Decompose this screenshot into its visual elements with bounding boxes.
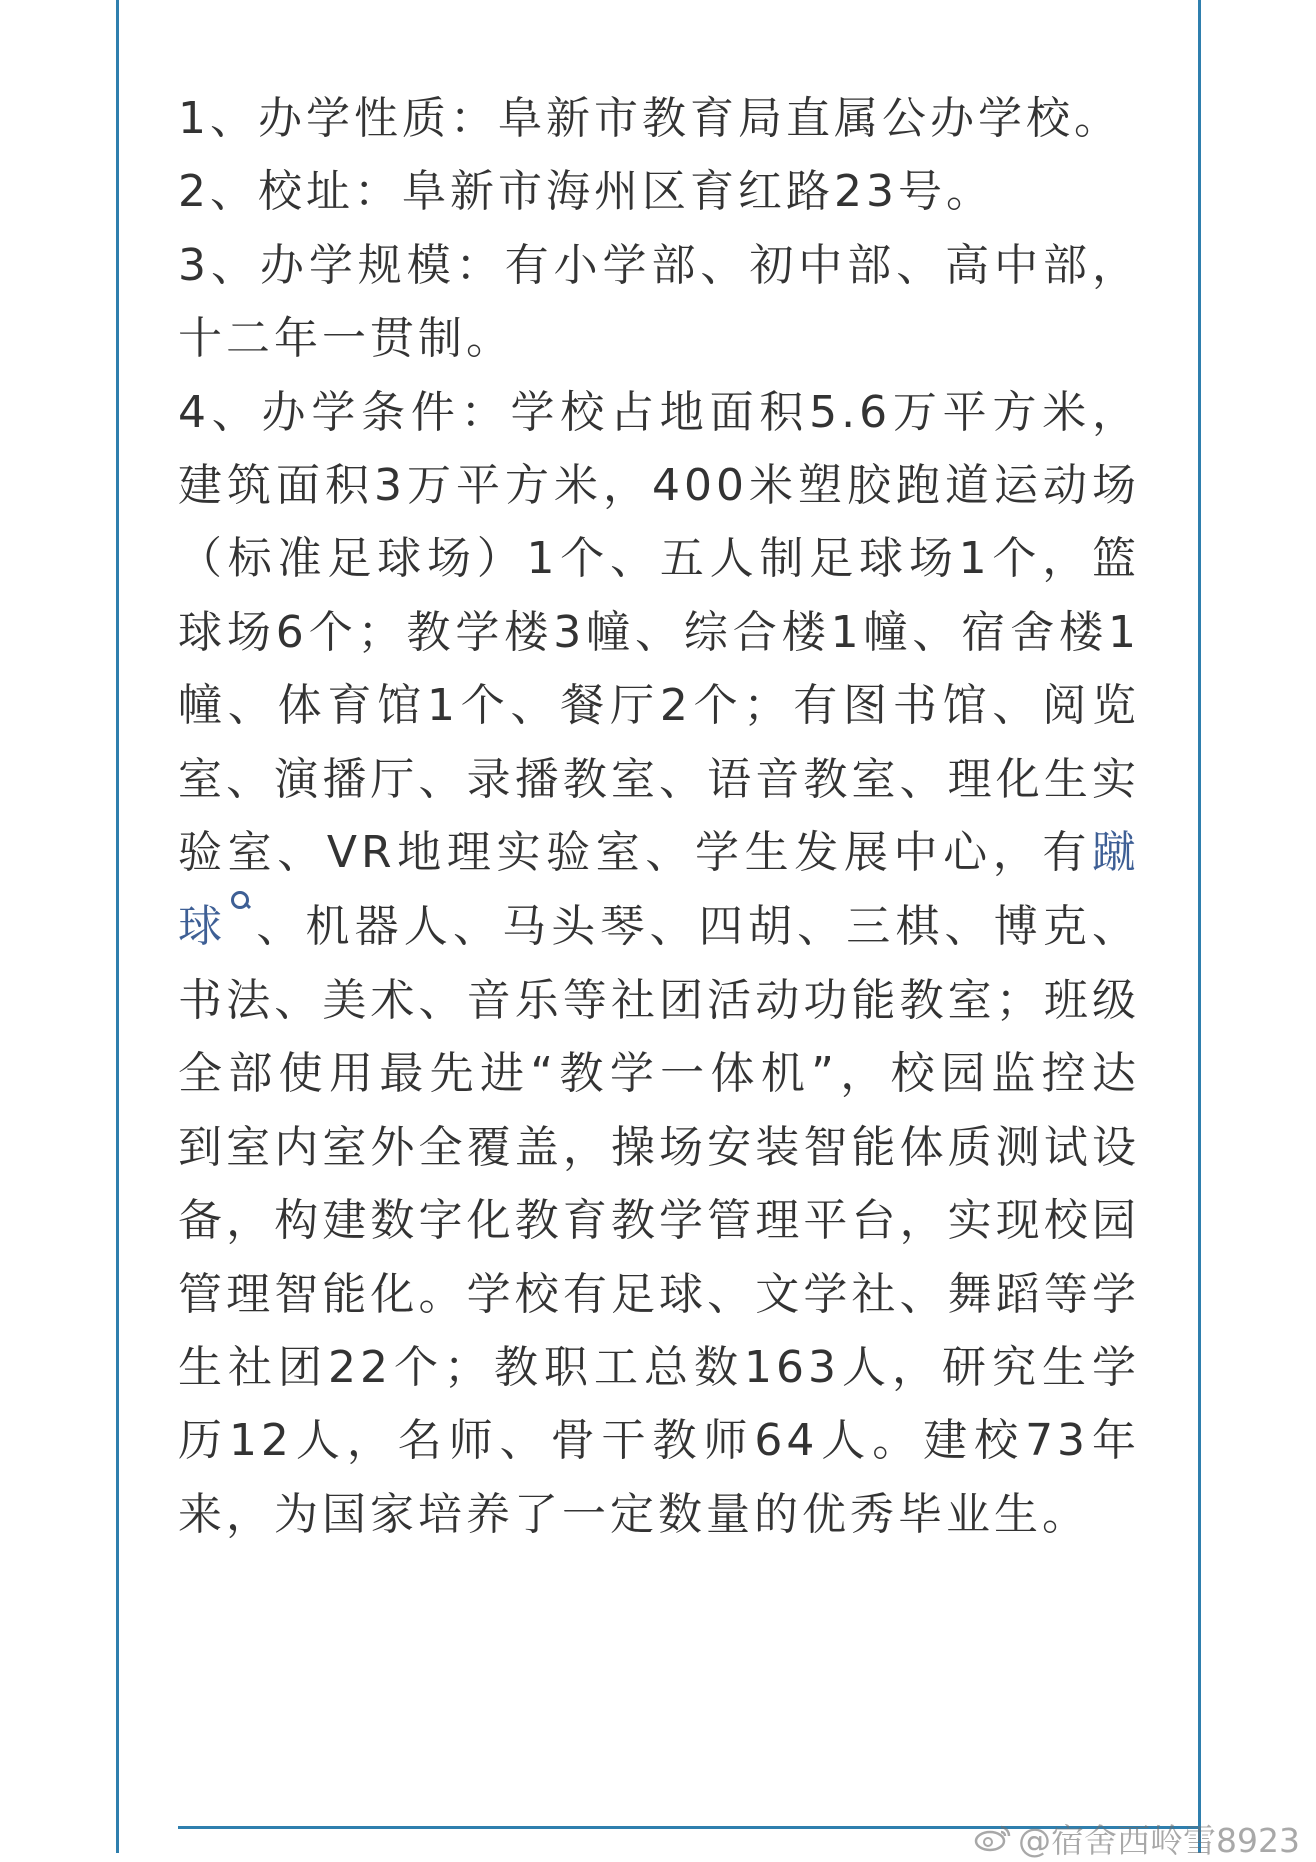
weibo-logo-icon — [974, 1824, 1012, 1852]
search-link-cuqiu[interactable]: 蹴球 — [178, 827, 1140, 953]
paragraph-scale: 3、办学规模：有小学部、初中部、高中部，十二年一贯制。 — [178, 239, 1140, 365]
conditions-text-before: 4、办学条件：学校占地面积5.6万平方米，建筑面积3万平方米，400米塑胶跑道运动场（标准足球场）1个、五人制足球场1个，篮球场6个；教学楼3幢、综合楼1幢、宿舍楼1幢、体育馆1个、餐厅2个；有图书馆、阅览室、演播厅、录播教室、语音教室、理化生实验室、VR地理实验室、学生发展中心，有 — [178, 386, 1140, 879]
search-icon[interactable] — [229, 889, 251, 913]
watermark-text: @宿舍西岭雪8923 — [1018, 1820, 1300, 1860]
paragraph-conditions — [178, 376, 1140, 1552]
article-body — [178, 82, 1140, 1551]
frame-left-border — [116, 0, 119, 1853]
weibo-watermark — [974, 1818, 1300, 1858]
conditions-text-after: 、机器人、马头琴、四胡、三棋、博克、书法、美术、音乐等社团活动功能教室；班级全部使用最先进“教学一体机”，校园监控达到室内室外全覆盖，操场安装智能体质测试设备，构建数字化教育教学管理平台，实现校园管理智能化。学校有足球、文学社、舞蹈等学生社团22个；教职工总数163人，研究生学历12人，名师、骨干教师64人。建校73年来，为国家培养了一定数量的优秀毕业生。 — [178, 901, 1141, 1540]
paragraph-school-nature: 1、办学性质：阜新市教育局直属公办学校。 — [178, 93, 1122, 144]
paragraph-address: 2、校址：阜新市海州区育红路23号。 — [178, 166, 994, 218]
frame-right-border — [1198, 0, 1201, 1853]
